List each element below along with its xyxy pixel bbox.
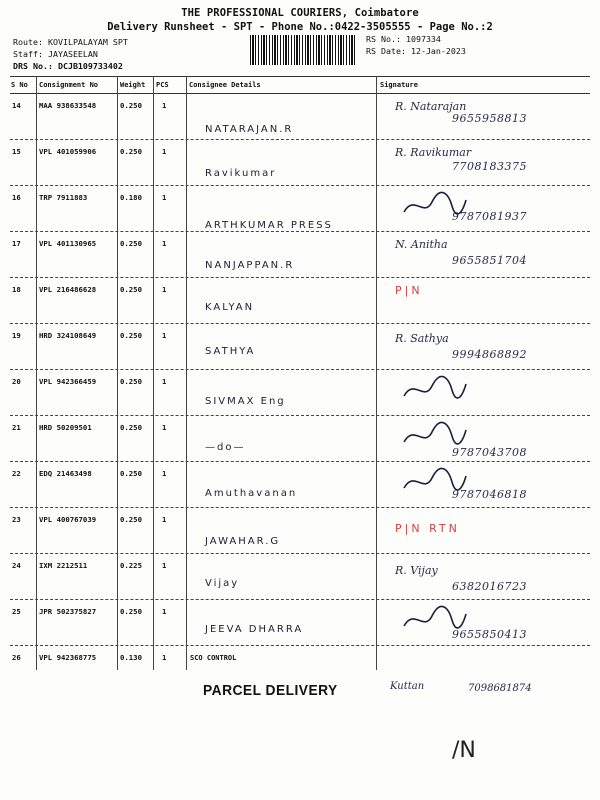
signature-text: P|N — [395, 284, 423, 297]
weight-value: 0.250 — [120, 101, 142, 110]
consignment-number: HRD 50209501 — [39, 423, 92, 432]
row-separator — [10, 507, 590, 508]
col-divider — [117, 76, 118, 670]
row-separator — [10, 231, 590, 232]
signature-text: R. Ravikumar — [395, 146, 472, 159]
consignment-number: MAA 938633548 — [39, 101, 97, 110]
weight-value: 0.250 — [120, 423, 142, 432]
col-consignee: Consignee Details — [189, 81, 261, 89]
phone-number: 9655958813 — [452, 112, 527, 125]
row-separator — [10, 323, 590, 324]
pcs-value: 1 — [162, 469, 167, 478]
row-separator — [10, 461, 590, 462]
col-signature: Signature — [380, 81, 418, 89]
handwritten-mark: /N — [452, 738, 476, 763]
weight-value: 0.250 — [120, 377, 142, 386]
consignee-name: NATARAJAN.R — [205, 124, 294, 135]
consignment-number: VPL 401059906 — [39, 147, 97, 156]
weight-value: 0.250 — [120, 469, 142, 478]
col-divider — [376, 76, 377, 670]
consignee-name: —do— — [205, 442, 246, 453]
staff-label: Staff: JAYASEELAN — [13, 49, 98, 59]
weight-value: 0.250 — [120, 515, 142, 524]
consignee-name: JEEVA DHARRA — [205, 624, 304, 635]
company-title: THE PROFESSIONAL COURIERS, Coimbatore — [181, 7, 419, 19]
pcs-value: 1 — [162, 285, 167, 294]
row-separator — [10, 645, 590, 646]
col-divider — [153, 76, 154, 670]
serial-number: 15 — [12, 147, 21, 156]
col-divider — [186, 76, 187, 670]
signature-text: N. Anitha — [395, 238, 448, 251]
signature-text: P|N RTN — [395, 522, 460, 535]
phone-number: 9655850413 — [452, 628, 527, 641]
row-separator — [10, 185, 590, 186]
pcs-value: 1 — [162, 193, 167, 202]
consignment-number: VPL 400767039 — [39, 515, 97, 524]
serial-number: 24 — [12, 561, 21, 570]
col-weight: Weight — [120, 81, 146, 89]
row-separator — [10, 369, 590, 370]
phone-number: 6382016723 — [452, 580, 527, 593]
route-label: Route: KOVILPALAYAM SPT — [13, 37, 128, 47]
consignee-name: KALYAN — [205, 302, 255, 313]
row-separator — [10, 277, 590, 278]
consignee-name: NANJAPPAN.R — [205, 260, 295, 271]
serial-number: 19 — [12, 331, 21, 340]
signature-scribble — [400, 374, 470, 404]
drs-number: DRS No.: DCJB109733402 — [13, 61, 123, 71]
table-top-rule — [10, 76, 590, 77]
phone-number: 9787043708 — [452, 446, 527, 459]
serial-number: 16 — [12, 193, 21, 202]
parcel-delivery-stamp: PARCEL DELIVERY — [203, 682, 338, 699]
pcs-value: 1 — [162, 515, 167, 524]
weight-value: 0.130 — [120, 653, 142, 662]
consignment-number: HRD 324108649 — [39, 331, 97, 340]
phone-number: 9655851704 — [452, 254, 527, 267]
row-separator — [10, 599, 590, 600]
col-pcs: PCS — [156, 81, 169, 89]
consignee-name: SATHYA — [205, 346, 256, 357]
serial-number: 17 — [12, 239, 21, 248]
consignee-name: ARTHKUMAR PRESS — [205, 220, 333, 231]
pcs-value: 1 — [162, 561, 167, 570]
consignee-name: SIVMAX Eng — [205, 396, 286, 407]
consignment-number: VPL 216486628 — [39, 285, 97, 294]
weight-value: 0.250 — [120, 607, 142, 616]
phone-number: 7708183375 — [452, 160, 527, 173]
pcs-value: 1 — [162, 147, 167, 156]
pcs-value: 1 — [162, 423, 167, 432]
phone-number: 9994868892 — [452, 348, 527, 361]
consignment-number: EDQ 21463498 — [39, 469, 92, 478]
row-separator — [10, 553, 590, 554]
serial-number: 26 — [12, 653, 21, 662]
signature-text: Kuttan — [390, 681, 425, 692]
consignment-number: VPL 942368775 — [39, 653, 97, 662]
weight-value: 0.250 — [120, 331, 142, 340]
consignee-name: Ravikumar — [205, 168, 277, 179]
barcode-image — [250, 35, 356, 65]
phone-number: 7098681874 — [468, 683, 532, 694]
pcs-value: 1 — [162, 331, 167, 340]
runsheet-subtitle: Delivery Runsheet - SPT - Phone No.:0422-3505555 - Page No.:2 — [107, 21, 493, 33]
consignment-number: JPR 502375827 — [39, 607, 97, 616]
consignment-number: VPL 942366459 — [39, 377, 97, 386]
row-separator — [10, 139, 590, 140]
col-sno: S No — [11, 81, 28, 89]
pcs-value: 1 — [162, 377, 167, 386]
signature-text: R. Vijay — [395, 564, 438, 577]
weight-value: 0.250 — [120, 285, 142, 294]
consignment-number: VPL 401130965 — [39, 239, 97, 248]
pcs-value: 1 — [162, 607, 167, 616]
pcs-value: 1 — [162, 653, 167, 662]
consignment-number: IXM 2212511 — [39, 561, 88, 570]
rs-number: RS No.: 1097334 — [366, 34, 441, 44]
signature-text: R. Natarajan — [395, 100, 467, 113]
weight-value: 0.180 — [120, 193, 142, 202]
serial-number: 25 — [12, 607, 21, 616]
row-separator — [10, 415, 590, 416]
consignment-number: TRP 7911883 — [39, 193, 88, 202]
serial-number: 18 — [12, 285, 21, 294]
weight-value: 0.225 — [120, 561, 142, 570]
rs-date: RS Date: 12-Jan-2023 — [366, 46, 466, 56]
sco-control-label: SCO CONTROL — [190, 654, 237, 662]
consignee-name: Amuthavanan — [205, 488, 298, 499]
pcs-value: 1 — [162, 101, 167, 110]
weight-value: 0.250 — [120, 239, 142, 248]
consignee-name: JAWAHAR.G — [205, 536, 281, 547]
weight-value: 0.250 — [120, 147, 142, 156]
serial-number: 22 — [12, 469, 21, 478]
serial-number: 14 — [12, 101, 21, 110]
signature-text: R. Sathya — [395, 332, 449, 345]
consignee-name: Vijay — [205, 578, 240, 589]
col-consignment: Consignment No — [39, 81, 99, 89]
phone-number: 9787046818 — [452, 488, 527, 501]
serial-number: 20 — [12, 377, 21, 386]
serial-number: 23 — [12, 515, 21, 524]
col-divider — [36, 76, 37, 670]
phone-number: 9787081937 — [452, 210, 527, 223]
header-bottom-rule — [10, 93, 590, 94]
serial-number: 21 — [12, 423, 21, 432]
pcs-value: 1 — [162, 239, 167, 248]
